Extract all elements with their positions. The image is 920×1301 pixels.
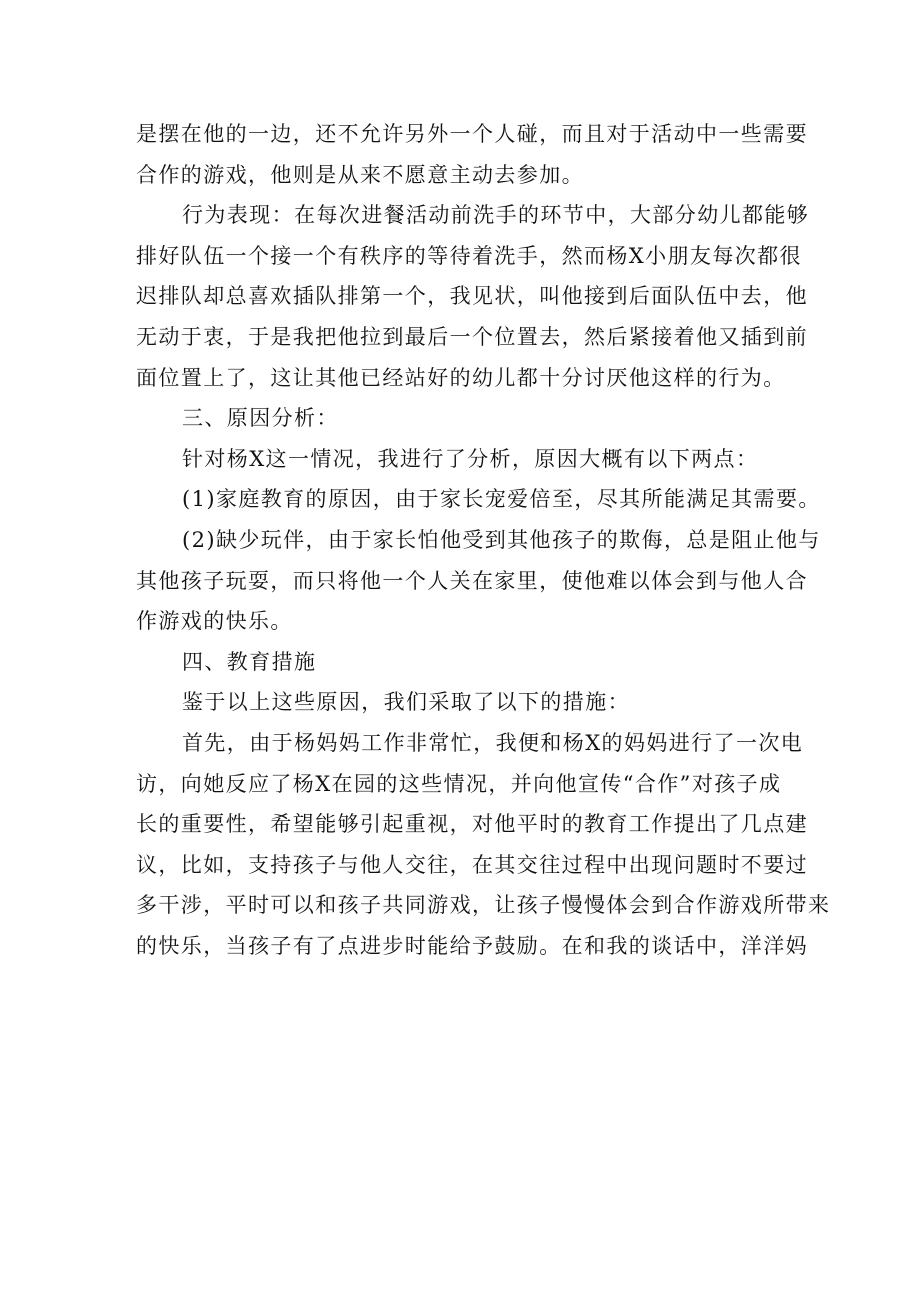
- text-line-7: 面位置上了，这让其他已经站好的幼儿都十分讨厌他这样的行为。: [136, 365, 786, 390]
- text-line-4: 排好队伍一个接一个有秩序的等待着洗手，然而杨X小朋友每次都很: [136, 243, 802, 268]
- text-line-5: 迟排队却总喜欢插队排第一个，我见状，叫他接到后面队伍中去，他: [136, 284, 808, 309]
- text-line-13: 作游戏的快乐。: [136, 609, 293, 634]
- text-line-16: 首先，由于杨妈妈工作非常忙，我便和杨X的妈妈进行了一次电: [182, 730, 804, 755]
- text-line-6: 无动于衷，于是我把他拉到最后一个位置去，然后紧接着他又插到前: [136, 324, 808, 349]
- text-line-11: (2)缺少玩伴，由于家长怕他受到其他孩子的欺侮，总是阻止他与: [182, 527, 821, 552]
- text-line-20: 多干涉，平时可以和孩子共同游戏，让孩子慢慢体会到合作游戏所带来: [136, 893, 831, 918]
- text-line-9: 针对杨X这一情况，我进行了分析，原因大概有以下两点：: [182, 446, 759, 471]
- section-heading-reasons: 三、原因分析：: [182, 406, 339, 431]
- text-line-18: 长的重要性，希望能够引起重视，对他平时的教育工作提出了几点建: [136, 812, 808, 837]
- text-line-17: 访，向她反应了杨X在园的这些情况，并向他宣传“合作”对孩子成: [136, 771, 782, 796]
- text-line-19: 议，比如，支持孩子与他人交往，在其交往过程中出现问题时不要过: [136, 852, 808, 877]
- text-line-2: 合作的游戏，他则是从来不愿意主动去参加。: [136, 162, 584, 187]
- text-line-10: (1)家庭教育的原因，由于家长宠爱倍至，尽其所能满足其需要。: [182, 487, 821, 512]
- text-line-3: 行为表现：在每次进餐活动前洗手的环节中，大部分幼儿都能够: [182, 203, 810, 228]
- text-line-1: 是摆在他的一边，还不允许另外一个人碰，而且对于活动中一些需要: [136, 122, 808, 146]
- document-body: [136, 114, 831, 966]
- text-line-21: 的快乐，当孩子有了点进步时能给予鼓励。在和我的谈话中，洋洋妈: [136, 933, 808, 958]
- section-heading-measures: 四、教育措施: [182, 649, 317, 674]
- text-line-15: 鉴于以上这些原因，我们采取了以下的措施：: [182, 690, 630, 715]
- text-line-12: 其他孩子玩耍，而只将他一个人关在家里，使他难以体会到与他人合: [136, 568, 808, 593]
